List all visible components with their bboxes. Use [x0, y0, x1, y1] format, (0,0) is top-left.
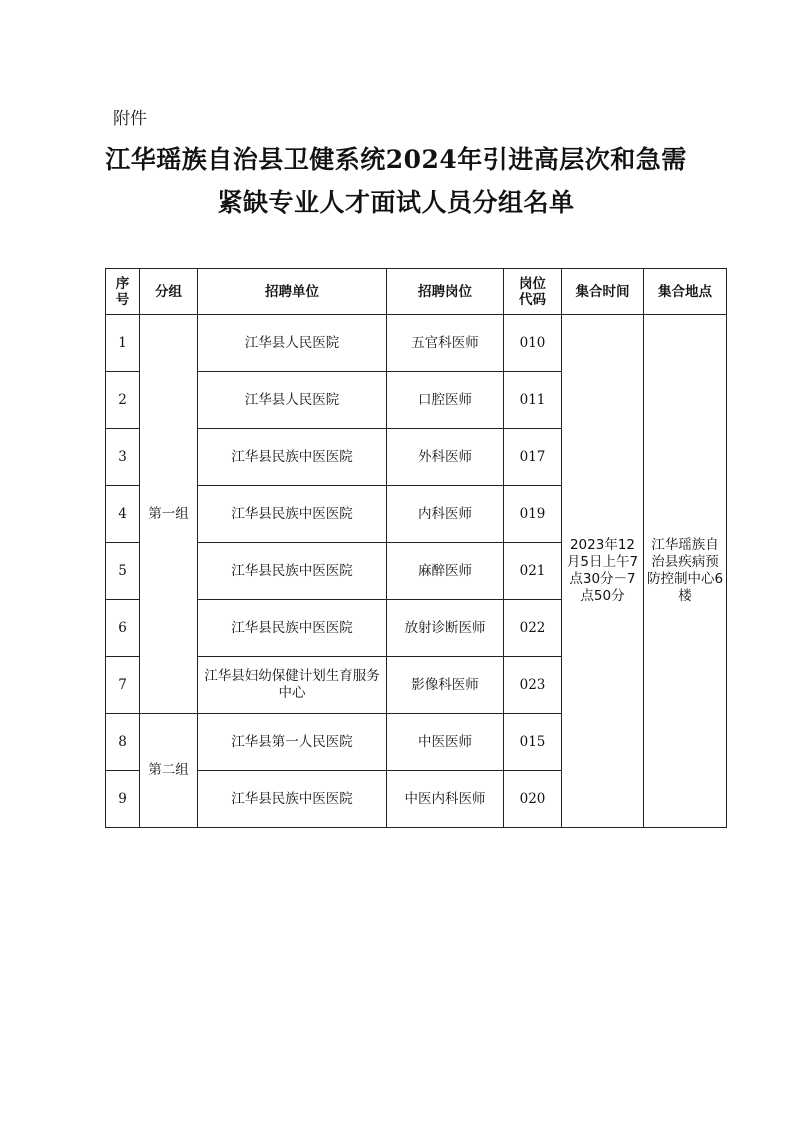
row-post: 中医医师 — [387, 714, 504, 771]
row-code: 023 — [504, 657, 562, 714]
row-seq: 8 — [106, 714, 140, 771]
row-seq: 9 — [106, 771, 140, 828]
row-code: 011 — [504, 372, 562, 429]
assembly-place-cell: 江华瑶族自治县疾病预防控制中心6楼 — [644, 315, 727, 828]
assembly-time-cell: 2023年12月5日上午7点30分－7点50分 — [562, 315, 644, 828]
page-title-line1: 江华瑶族自治县卫健系统2024年引进高层次和急需 — [105, 145, 687, 174]
row-post: 影像科医师 — [387, 657, 504, 714]
header-time: 集合时间 — [562, 269, 644, 315]
row-code: 022 — [504, 600, 562, 657]
header-group: 分组 — [140, 269, 198, 315]
group-cell-2: 第二组 — [140, 714, 198, 828]
table-header-row — [106, 269, 727, 315]
row-unit: 江华县民族中医医院 — [198, 543, 387, 600]
page-title-line2: 紧缺专业人才面试人员分组名单 — [217, 188, 575, 217]
header-post: 招聘岗位 — [387, 269, 504, 315]
row-post: 麻醉医师 — [387, 543, 504, 600]
header-place: 集合地点 — [644, 269, 727, 315]
row-code: 021 — [504, 543, 562, 600]
row-post: 外科医师 — [387, 429, 504, 486]
row-seq: 6 — [106, 600, 140, 657]
group-cell-1: 第一组 — [140, 315, 198, 714]
row-seq: 7 — [106, 657, 140, 714]
row-post: 放射诊断医师 — [387, 600, 504, 657]
row-unit: 江华县民族中医医院 — [198, 429, 387, 486]
interview-group-table — [105, 268, 727, 828]
row-unit: 江华县民族中医医院 — [198, 486, 387, 543]
row-code: 010 — [504, 315, 562, 372]
row-post: 中医内科医师 — [387, 771, 504, 828]
row-unit: 江华县人民医院 — [198, 315, 387, 372]
row-seq: 3 — [106, 429, 140, 486]
row-unit: 江华县第一人民医院 — [198, 714, 387, 771]
row-post: 口腔医师 — [387, 372, 504, 429]
row-unit: 江华县民族中医医院 — [198, 600, 387, 657]
row-post: 五官科医师 — [387, 315, 504, 372]
row-seq: 5 — [106, 543, 140, 600]
row-code: 015 — [504, 714, 562, 771]
row-code: 020 — [504, 771, 562, 828]
row-seq: 1 — [106, 315, 140, 372]
row-unit: 江华县妇幼保健计划生育服务中心 — [198, 657, 387, 714]
row-seq: 4 — [106, 486, 140, 543]
table-row — [106, 315, 727, 372]
header-seq: 序 号 — [106, 269, 140, 315]
row-post: 内科医师 — [387, 486, 504, 543]
row-code: 019 — [504, 486, 562, 543]
row-code: 017 — [504, 429, 562, 486]
row-unit: 江华县人民医院 — [198, 372, 387, 429]
attachment-label: 附件 — [113, 109, 147, 129]
header-code: 岗位 代码 — [504, 269, 562, 315]
row-unit: 江华县民族中医医院 — [198, 771, 387, 828]
header-unit: 招聘单位 — [198, 269, 387, 315]
row-seq: 2 — [106, 372, 140, 429]
